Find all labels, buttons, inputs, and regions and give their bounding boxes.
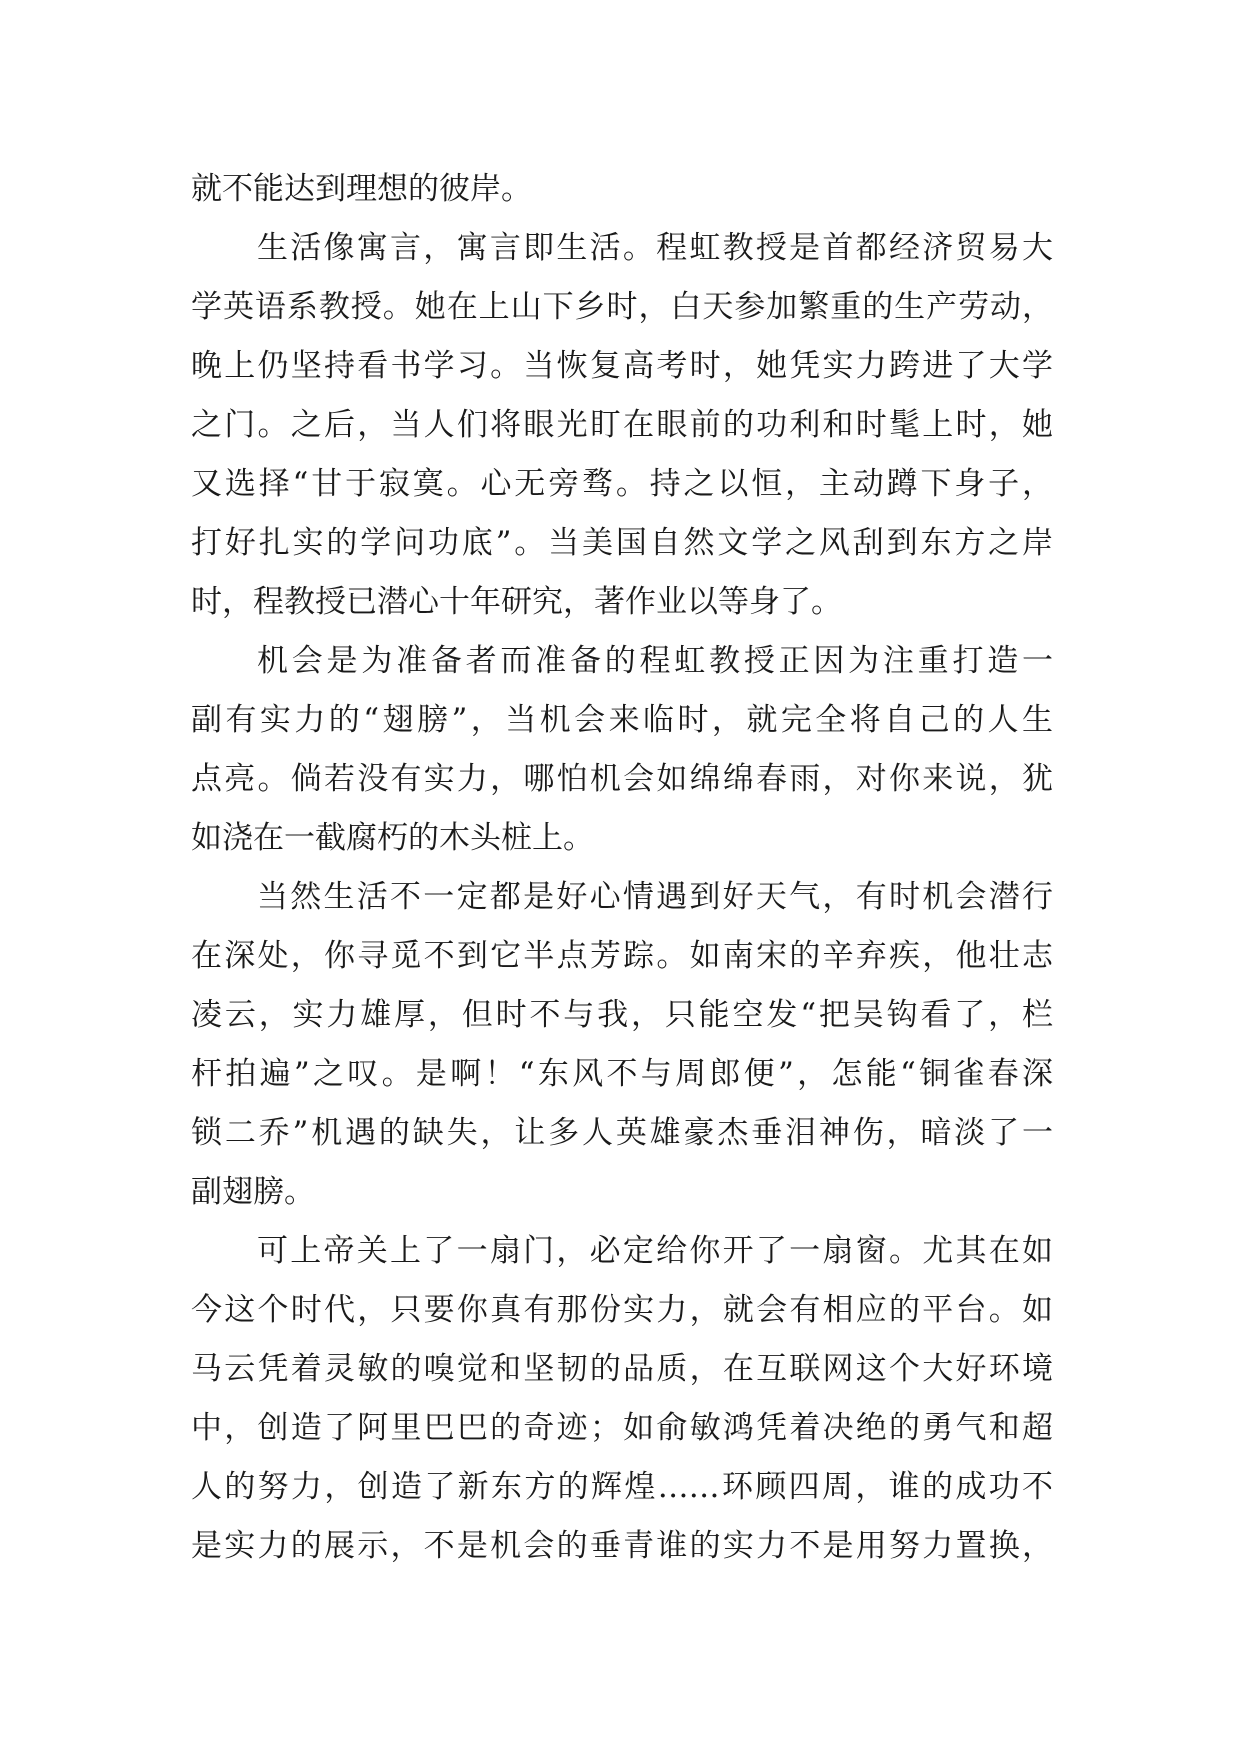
text-line: 生活像寓言，寓言即生活。程虹教授是首都经济贸易大 bbox=[257, 230, 1053, 266]
text-line: 人的努力，创造了新东方的辉煌……环顾四周，谁的成功不 bbox=[191, 1469, 1053, 1505]
text-line: 中，创造了阿里巴巴的奇迹；如俞敏鸿凭着决绝的勇气和超 bbox=[191, 1410, 1053, 1446]
text-line: 在深处，你寻觅不到它半点芳踪。如南宋的辛弃疾，他壮志 bbox=[191, 938, 1053, 974]
text-line: 机会是为准备者而准备的程虹教授正因为注重打造一 bbox=[257, 643, 1053, 679]
text-line: 杆拍遍”之叹。是啊！“东风不与周郎便”，怎能“铜雀春深 bbox=[191, 1056, 1053, 1092]
text-line: 之门。之后，当人们将眼光盯在眼前的功利和时髦上时，她 bbox=[191, 407, 1053, 443]
text-line: 锁二乔”机遇的缺失，让多人英雄豪杰垂泪神伤，暗淡了一 bbox=[191, 1115, 1053, 1151]
body-text bbox=[191, 160, 1053, 1576]
text-line: 学英语系教授。她在上山下乡时，白天参加繁重的生产劳动， bbox=[191, 289, 1053, 325]
text-line: 又选择“甘于寂寞。心无旁骛。持之以恒，主动蹲下身子， bbox=[191, 466, 1053, 502]
text-line: 就不能达到理想的彼岸。 bbox=[191, 171, 532, 207]
text-line: 当然生活不一定都是好心情遇到好天气，有时机会潜行 bbox=[257, 879, 1053, 915]
text-line: 点亮。倘若没有实力，哪怕机会如绵绵春雨，对你来说，犹 bbox=[191, 761, 1053, 797]
text-line: 副有实力的“翅膀”，当机会来临时，就完全将自己的人生 bbox=[191, 702, 1053, 738]
text-line: 副翅膀。 bbox=[191, 1174, 315, 1210]
text-line: 晚上仍坚持看书学习。当恢复高考时，她凭实力跨进了大学 bbox=[191, 348, 1053, 384]
text-line: 凌云，实力雄厚，但时不与我，只能空发“把吴钩看了，栏 bbox=[191, 997, 1053, 1033]
text-line: 是实力的展示，不是机会的垂青谁的实力不是用努力置换， bbox=[191, 1528, 1053, 1564]
text-line: 马云凭着灵敏的嗅觉和坚韧的品质，在互联网这个大好环境 bbox=[191, 1351, 1053, 1387]
text-line: 如浇在一截腐朽的木头桩上。 bbox=[191, 820, 594, 856]
text-line: 打好扎实的学问功底”。当美国自然文学之风刮到东方之岸 bbox=[191, 525, 1053, 561]
text-line: 可上帝关上了一扇门，必定给你开了一扇窗。尤其在如 bbox=[257, 1233, 1053, 1269]
text-line: 时，程教授已潜心十年研究，著作业以等身了。 bbox=[191, 584, 842, 620]
text-line: 今这个时代，只要你真有那份实力，就会有相应的平台。如 bbox=[191, 1292, 1053, 1328]
